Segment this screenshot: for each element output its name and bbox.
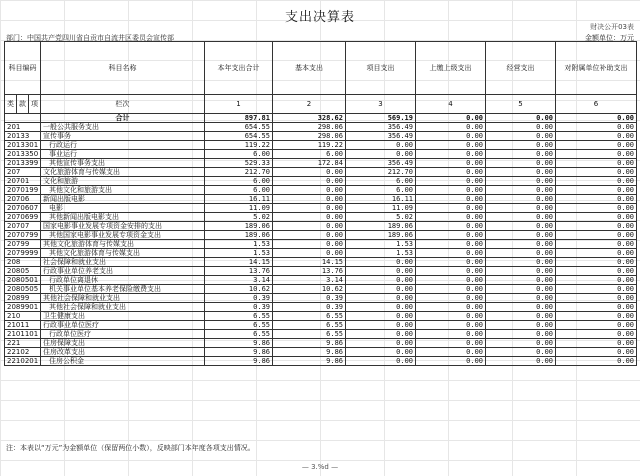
row-business: 0.00 bbox=[486, 330, 556, 339]
column-index-row bbox=[5, 95, 637, 114]
table-body bbox=[5, 114, 637, 366]
row-upper: 0.00 bbox=[416, 141, 486, 150]
row-total: 13.76 bbox=[205, 267, 273, 276]
row-business: 0.00 bbox=[486, 222, 556, 231]
row-name: 其他社会保障和就业支出 bbox=[41, 294, 205, 303]
header-subsidy: 对附属单位补助支出 bbox=[556, 42, 637, 95]
header-total: 本年支出合计 bbox=[205, 42, 273, 95]
row-subsidy: 0.00 bbox=[556, 213, 637, 222]
row-project: 11.09 bbox=[346, 204, 416, 213]
row-code: 22102 bbox=[5, 348, 41, 357]
row-total: 3.14 bbox=[205, 276, 273, 285]
table-row bbox=[5, 321, 637, 330]
row-upper: 0.00 bbox=[416, 195, 486, 204]
row-basic: 172.84 bbox=[273, 159, 346, 168]
row-project: 356.49 bbox=[346, 159, 416, 168]
row-total: 16.11 bbox=[205, 195, 273, 204]
table-row bbox=[5, 141, 637, 150]
row-name: 住房公积金 bbox=[41, 357, 205, 366]
row-project: 189.06 bbox=[346, 222, 416, 231]
row-total: 9.86 bbox=[205, 357, 273, 366]
row-code: 207 bbox=[5, 168, 41, 177]
row-basic: 0.00 bbox=[273, 186, 346, 195]
row-code: 20701 bbox=[5, 177, 41, 186]
row-upper: 0.00 bbox=[416, 132, 486, 141]
row-business: 0.00 bbox=[486, 150, 556, 159]
row-total: 6.55 bbox=[205, 330, 273, 339]
row-upper: 0.00 bbox=[416, 240, 486, 249]
row-upper: 0.00 bbox=[416, 150, 486, 159]
row-subsidy: 0.00 bbox=[556, 159, 637, 168]
row-subsidy: 0.00 bbox=[556, 222, 637, 231]
col-index-6: 6 bbox=[556, 95, 637, 114]
row-total: 6.55 bbox=[205, 312, 273, 321]
row-project: 6.00 bbox=[346, 186, 416, 195]
row-basic: 14.15 bbox=[273, 258, 346, 267]
row-basic: 10.62 bbox=[273, 285, 346, 294]
row-subsidy: 0.00 bbox=[556, 330, 637, 339]
row-subsidy: 0.00 bbox=[556, 348, 637, 357]
table-row bbox=[5, 285, 637, 294]
row-total: 5.02 bbox=[205, 213, 273, 222]
row-basic: 13.76 bbox=[273, 267, 346, 276]
row-project: 0.00 bbox=[346, 267, 416, 276]
row-project: 212.70 bbox=[346, 168, 416, 177]
row-code: 2070199 bbox=[5, 186, 41, 195]
row-subsidy: 0.00 bbox=[556, 231, 637, 240]
row-code: 2101101 bbox=[5, 330, 41, 339]
total-basic: 328.62 bbox=[273, 114, 346, 123]
row-business: 0.00 bbox=[486, 258, 556, 267]
unit-label: 金额单位：万元 bbox=[585, 34, 634, 42]
row-total: 1.53 bbox=[205, 249, 273, 258]
row-total: 6.55 bbox=[205, 321, 273, 330]
row-upper: 0.00 bbox=[416, 249, 486, 258]
row-name: 行政事业单位养老支出 bbox=[41, 267, 205, 276]
row-name: 行政单位医疗 bbox=[41, 330, 205, 339]
header-row bbox=[5, 42, 637, 95]
row-upper: 0.00 bbox=[416, 357, 486, 366]
row-business: 0.00 bbox=[486, 285, 556, 294]
row-upper: 0.00 bbox=[416, 294, 486, 303]
row-business: 0.00 bbox=[486, 294, 556, 303]
row-basic: 6.55 bbox=[273, 312, 346, 321]
row-basic: 6.55 bbox=[273, 321, 346, 330]
row-code: 2013350 bbox=[5, 150, 41, 159]
row-total: 189.06 bbox=[205, 231, 273, 240]
row-name: 其他宣传事务支出 bbox=[41, 159, 205, 168]
row-business: 0.00 bbox=[486, 141, 556, 150]
row-business: 0.00 bbox=[486, 213, 556, 222]
row-name: 住房改革支出 bbox=[41, 348, 205, 357]
header-basic: 基本支出 bbox=[273, 42, 346, 95]
row-basic: 0.00 bbox=[273, 195, 346, 204]
row-name: 住房保障支出 bbox=[41, 339, 205, 348]
row-subsidy: 0.00 bbox=[556, 303, 637, 312]
col-index-1: 1 bbox=[205, 95, 273, 114]
row-project: 0.00 bbox=[346, 276, 416, 285]
row-total: 10.62 bbox=[205, 285, 273, 294]
row-project: 189.06 bbox=[346, 231, 416, 240]
row-total: 6.00 bbox=[205, 177, 273, 186]
row-total: 11.09 bbox=[205, 204, 273, 213]
row-basic: 6.55 bbox=[273, 330, 346, 339]
row-code: 201 bbox=[5, 123, 41, 132]
row-basic: 0.00 bbox=[273, 177, 346, 186]
row-upper: 0.00 bbox=[416, 204, 486, 213]
table-row bbox=[5, 177, 637, 186]
row-business: 0.00 bbox=[486, 177, 556, 186]
row-subsidy: 0.00 bbox=[556, 177, 637, 186]
row-project: 1.53 bbox=[346, 240, 416, 249]
row-basic: 0.00 bbox=[273, 231, 346, 240]
header-project: 项目支出 bbox=[346, 42, 416, 95]
row-project: 16.11 bbox=[346, 195, 416, 204]
lanci-label: 栏次 bbox=[41, 95, 205, 114]
row-name: 电影 bbox=[41, 204, 205, 213]
table-row bbox=[5, 168, 637, 177]
row-basic: 119.22 bbox=[273, 141, 346, 150]
table-row bbox=[5, 249, 637, 258]
row-code: 20799 bbox=[5, 240, 41, 249]
header-business: 经营支出 bbox=[486, 42, 556, 95]
row-upper: 0.00 bbox=[416, 330, 486, 339]
row-name: 其他社会保障和就业支出 bbox=[41, 303, 205, 312]
col-index-2: 2 bbox=[273, 95, 346, 114]
row-business: 0.00 bbox=[486, 132, 556, 141]
row-upper: 0.00 bbox=[416, 276, 486, 285]
row-name: 行政运行 bbox=[41, 141, 205, 150]
row-name: 卫生健康支出 bbox=[41, 312, 205, 321]
row-code: 2089901 bbox=[5, 303, 41, 312]
col-index-5: 5 bbox=[486, 95, 556, 114]
row-business: 0.00 bbox=[486, 321, 556, 330]
row-upper: 0.00 bbox=[416, 267, 486, 276]
row-name: 文化旅游体育与传媒支出 bbox=[41, 168, 205, 177]
table-row bbox=[5, 339, 637, 348]
table-row bbox=[5, 276, 637, 285]
row-total: 6.00 bbox=[205, 150, 273, 159]
row-upper: 0.00 bbox=[416, 312, 486, 321]
row-code: 20707 bbox=[5, 222, 41, 231]
row-total: 119.22 bbox=[205, 141, 273, 150]
row-code: 20805 bbox=[5, 267, 41, 276]
row-basic: 0.39 bbox=[273, 303, 346, 312]
row-project: 356.49 bbox=[346, 123, 416, 132]
row-subsidy: 0.00 bbox=[556, 267, 637, 276]
table-row bbox=[5, 312, 637, 321]
row-upper: 0.00 bbox=[416, 339, 486, 348]
row-basic: 298.06 bbox=[273, 123, 346, 132]
row-code: 2070699 bbox=[5, 213, 41, 222]
row-upper: 0.00 bbox=[416, 231, 486, 240]
row-basic: 6.00 bbox=[273, 150, 346, 159]
row-project: 0.00 bbox=[346, 150, 416, 159]
row-subsidy: 0.00 bbox=[556, 195, 637, 204]
header-name: 科目名称 bbox=[41, 42, 205, 95]
row-total: 6.00 bbox=[205, 186, 273, 195]
row-project: 356.49 bbox=[346, 132, 416, 141]
header-xiang: 项 bbox=[29, 95, 41, 114]
row-code: 21011 bbox=[5, 321, 41, 330]
row-subsidy: 0.00 bbox=[556, 204, 637, 213]
row-subsidy: 0.00 bbox=[556, 357, 637, 366]
table-row bbox=[5, 222, 637, 231]
table-row bbox=[5, 123, 637, 132]
row-name: 文化和旅游 bbox=[41, 177, 205, 186]
table-row bbox=[5, 195, 637, 204]
row-name: 其他新闻出版电影支出 bbox=[41, 213, 205, 222]
page-title: 支出决算表 bbox=[284, 10, 355, 25]
row-name: 社会保障和就业支出 bbox=[41, 258, 205, 267]
row-project: 5.02 bbox=[346, 213, 416, 222]
table-row bbox=[5, 267, 637, 276]
department-label: 部门：中国共产党四川省自贡市自流井区委员会宣传部 bbox=[6, 34, 174, 42]
row-subsidy: 0.00 bbox=[556, 321, 637, 330]
table-row bbox=[5, 357, 637, 366]
row-project: 0.00 bbox=[346, 303, 416, 312]
row-name: 其他文化和旅游支出 bbox=[41, 186, 205, 195]
table-row bbox=[5, 231, 637, 240]
table-row bbox=[5, 213, 637, 222]
row-upper: 0.00 bbox=[416, 303, 486, 312]
row-code: 2013301 bbox=[5, 141, 41, 150]
row-basic: 3.14 bbox=[273, 276, 346, 285]
row-project: 0.00 bbox=[346, 294, 416, 303]
row-project: 0.00 bbox=[346, 339, 416, 348]
row-subsidy: 0.00 bbox=[556, 294, 637, 303]
row-project: 0.00 bbox=[346, 312, 416, 321]
row-subsidy: 0.00 bbox=[556, 249, 637, 258]
row-project: 0.00 bbox=[346, 285, 416, 294]
row-code: 2070607 bbox=[5, 204, 41, 213]
row-business: 0.00 bbox=[486, 312, 556, 321]
row-name: 行政事业单位医疗 bbox=[41, 321, 205, 330]
row-code: 20133 bbox=[5, 132, 41, 141]
row-basic: 0.00 bbox=[273, 222, 346, 231]
row-total: 14.15 bbox=[205, 258, 273, 267]
row-basic: 9.86 bbox=[273, 339, 346, 348]
row-basic: 0.00 bbox=[273, 249, 346, 258]
row-name: 宣传事务 bbox=[41, 132, 205, 141]
row-project: 0.00 bbox=[346, 321, 416, 330]
total-upper: 0.00 bbox=[416, 114, 486, 123]
table-row bbox=[5, 132, 637, 141]
row-name: 其他国家电影事业发展专项资金支出 bbox=[41, 231, 205, 240]
row-total: 0.39 bbox=[205, 303, 273, 312]
row-basic: 0.00 bbox=[273, 240, 346, 249]
row-subsidy: 0.00 bbox=[556, 186, 637, 195]
row-upper: 0.00 bbox=[416, 168, 486, 177]
row-subsidy: 0.00 bbox=[556, 285, 637, 294]
total-row bbox=[5, 114, 637, 123]
row-subsidy: 0.00 bbox=[556, 240, 637, 249]
total-business: 0.00 bbox=[486, 114, 556, 123]
col-index-3: 3 bbox=[346, 95, 416, 114]
table-row bbox=[5, 348, 637, 357]
row-upper: 0.00 bbox=[416, 348, 486, 357]
row-upper: 0.00 bbox=[416, 222, 486, 231]
row-code: 2210201 bbox=[5, 357, 41, 366]
row-project: 0.00 bbox=[346, 357, 416, 366]
row-business: 0.00 bbox=[486, 204, 556, 213]
row-subsidy: 0.00 bbox=[556, 150, 637, 159]
row-upper: 0.00 bbox=[416, 186, 486, 195]
row-code: 20706 bbox=[5, 195, 41, 204]
row-upper: 0.00 bbox=[416, 285, 486, 294]
row-subsidy: 0.00 bbox=[556, 276, 637, 285]
row-total: 654.55 bbox=[205, 123, 273, 132]
row-total: 654.55 bbox=[205, 132, 273, 141]
row-business: 0.00 bbox=[486, 195, 556, 204]
row-business: 0.00 bbox=[486, 123, 556, 132]
table-row bbox=[5, 330, 637, 339]
row-upper: 0.00 bbox=[416, 321, 486, 330]
col-index-4: 4 bbox=[416, 95, 486, 114]
table-row bbox=[5, 258, 637, 267]
row-basic: 9.86 bbox=[273, 348, 346, 357]
row-total: 529.33 bbox=[205, 159, 273, 168]
row-total: 9.86 bbox=[205, 339, 273, 348]
row-business: 0.00 bbox=[486, 267, 556, 276]
row-name: 事业运行 bbox=[41, 150, 205, 159]
row-project: 0.00 bbox=[346, 258, 416, 267]
header-kuan: 款 bbox=[17, 95, 29, 114]
row-code: 20899 bbox=[5, 294, 41, 303]
row-basic: 0.00 bbox=[273, 204, 346, 213]
page-number: — 3.%d — bbox=[301, 463, 339, 471]
row-upper: 0.00 bbox=[416, 213, 486, 222]
row-subsidy: 0.00 bbox=[556, 312, 637, 321]
row-subsidy: 0.00 bbox=[556, 132, 637, 141]
row-project: 0.00 bbox=[346, 330, 416, 339]
header-code: 科目编码 bbox=[5, 42, 41, 95]
row-business: 0.00 bbox=[486, 159, 556, 168]
row-business: 0.00 bbox=[486, 240, 556, 249]
total-project: 569.19 bbox=[346, 114, 416, 123]
row-total: 1.53 bbox=[205, 240, 273, 249]
row-business: 0.00 bbox=[486, 276, 556, 285]
row-business: 0.00 bbox=[486, 168, 556, 177]
row-upper: 0.00 bbox=[416, 123, 486, 132]
row-code: 210 bbox=[5, 312, 41, 321]
header-upper: 上缴上级支出 bbox=[416, 42, 486, 95]
row-code: 2080505 bbox=[5, 285, 41, 294]
row-business: 0.00 bbox=[486, 348, 556, 357]
row-basic: 9.86 bbox=[273, 357, 346, 366]
row-total: 212.70 bbox=[205, 168, 273, 177]
row-basic: 0.00 bbox=[273, 168, 346, 177]
table-row bbox=[5, 240, 637, 249]
row-business: 0.00 bbox=[486, 303, 556, 312]
row-project: 6.00 bbox=[346, 177, 416, 186]
row-name: 一般公共服务支出 bbox=[41, 123, 205, 132]
row-total: 189.06 bbox=[205, 222, 273, 231]
row-code: 221 bbox=[5, 339, 41, 348]
table-row bbox=[5, 204, 637, 213]
row-project: 0.00 bbox=[346, 141, 416, 150]
table-row bbox=[5, 294, 637, 303]
row-code: 2079999 bbox=[5, 249, 41, 258]
row-code: 2080501 bbox=[5, 276, 41, 285]
row-business: 0.00 bbox=[486, 249, 556, 258]
table-row bbox=[5, 159, 637, 168]
footnote: 注：本表以“万元”为金额单位（保留两位小数），反映部门本年度各项支出情况。 bbox=[6, 444, 255, 452]
row-upper: 0.00 bbox=[416, 177, 486, 186]
expenditure-table bbox=[4, 41, 637, 366]
row-subsidy: 0.00 bbox=[556, 141, 637, 150]
row-name: 新闻出版电影 bbox=[41, 195, 205, 204]
row-subsidy: 0.00 bbox=[556, 168, 637, 177]
total-label: 合计 bbox=[41, 114, 205, 123]
row-upper: 0.00 bbox=[416, 258, 486, 267]
table-row bbox=[5, 303, 637, 312]
row-business: 0.00 bbox=[486, 357, 556, 366]
row-subsidy: 0.00 bbox=[556, 339, 637, 348]
row-basic: 0.39 bbox=[273, 294, 346, 303]
total-total: 897.81 bbox=[205, 114, 273, 123]
row-total: 0.39 bbox=[205, 294, 273, 303]
row-name: 其他文化旅游体育与传媒支出 bbox=[41, 249, 205, 258]
row-name: 国家电影事业发展专项资金安排的支出 bbox=[41, 222, 205, 231]
row-name: 其他文化旅游体育与传媒支出 bbox=[41, 240, 205, 249]
row-business: 0.00 bbox=[486, 339, 556, 348]
row-project: 1.53 bbox=[346, 249, 416, 258]
row-name: 行政单位离退休 bbox=[41, 276, 205, 285]
table-row bbox=[5, 150, 637, 159]
row-code: 2070799 bbox=[5, 231, 41, 240]
form-code: 财决公开03表 bbox=[590, 23, 634, 31]
header-lei: 类 bbox=[5, 95, 17, 114]
row-code: 208 bbox=[5, 258, 41, 267]
row-name: 机关事业单位基本养老保险缴费支出 bbox=[41, 285, 205, 294]
row-total: 9.86 bbox=[205, 348, 273, 357]
row-business: 0.00 bbox=[486, 186, 556, 195]
row-subsidy: 0.00 bbox=[556, 258, 637, 267]
row-business: 0.00 bbox=[486, 231, 556, 240]
total-subsidy: 0.00 bbox=[556, 114, 637, 123]
row-basic: 0.00 bbox=[273, 213, 346, 222]
row-basic: 298.06 bbox=[273, 132, 346, 141]
row-upper: 0.00 bbox=[416, 159, 486, 168]
row-code: 2013399 bbox=[5, 159, 41, 168]
row-project: 0.00 bbox=[346, 348, 416, 357]
table-row bbox=[5, 186, 637, 195]
row-subsidy: 0.00 bbox=[556, 123, 637, 132]
